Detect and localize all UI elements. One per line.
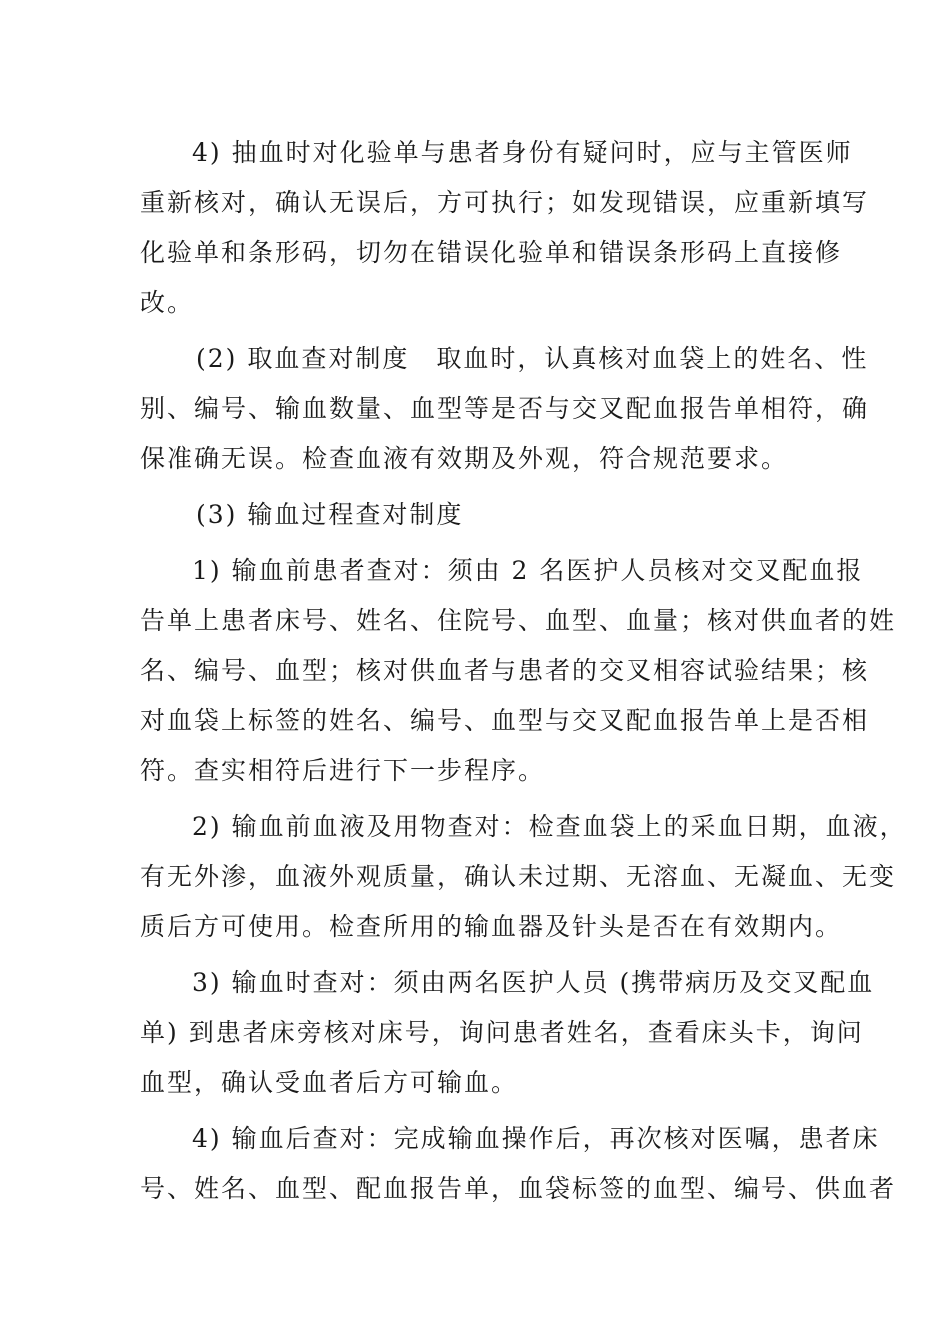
document-body: [140, 128, 907, 1214]
paragraph-sample-identity-check: [140, 128, 870, 328]
text-line: 2) 输血前血液及用物查对：检查血袋上的采血日期，血液，: [192, 812, 907, 841]
text-line: 血型，确认受血者后方可输血。: [140, 1068, 519, 1097]
text-line: 质后方可使用。检查所用的输血器及针头是否在有效期内。: [140, 912, 843, 941]
text-line: 保准确无误。检查血液有效期及外观，符合规范要求。: [140, 444, 789, 473]
text-line: 重新核对，确认无误后，方可执行；如发现错误，应重新填写: [140, 188, 870, 217]
text-line: 3) 输血时查对：须由两名医护人员 (携带病历及交叉配血: [192, 968, 875, 997]
text-line: 名、编号、血型；核对供血者与患者的交叉相容试验结果；核: [140, 656, 870, 685]
text-line: (3) 输血过程查对制度: [196, 500, 464, 529]
text-line: 告单上患者床号、姓名、住院号、血型、血量；核对供血者的姓: [140, 606, 897, 635]
text-line: 4) 输血后查对：完成输血操作后，再次核对医嘱，患者床: [192, 1124, 880, 1153]
text-line: 别、编号、输血数量、血型等是否与交叉配血报告单相符，确: [140, 394, 870, 423]
text-line: 符。查实相符后进行下一步程序。: [140, 756, 546, 785]
paragraph-blood-collection-check: [140, 334, 870, 484]
paragraph-pre-transfusion-patient-check: [140, 546, 897, 796]
paragraph-post-transfusion-check: [140, 1114, 897, 1214]
text-line: (2) 取血查对制度 取血时，认真核对血袋上的姓名、性: [196, 344, 869, 373]
text-line: 对血袋上标签的姓名、编号、血型与交叉配血报告单上是否相: [140, 706, 870, 735]
text-line: 化验单和条形码，切勿在错误化验单和错误条形码上直接修: [140, 238, 843, 267]
text-line: 有无外渗，血液外观质量，确认未过期、无溶血、无凝血、无变: [140, 862, 897, 891]
paragraph-pre-transfusion-blood-check: [140, 802, 907, 952]
text-line: 4) 抽血时对化验单与患者身份有疑问时，应与主管医师: [192, 138, 853, 167]
text-line: 1) 输血前患者查对：须由 2 名医护人员核对交叉配血报: [192, 556, 864, 585]
section-heading-transfusion-process: [140, 490, 812, 540]
text-line: 号、姓名、血型、配血报告单，血袋标签的血型、编号、供血者: [140, 1174, 897, 1203]
text-line: 改。: [140, 288, 195, 317]
text-line: 单) 到患者床旁核对床号，询问患者姓名，查看床头卡，询问: [140, 1018, 864, 1047]
paragraph-during-transfusion-check: [140, 958, 875, 1108]
